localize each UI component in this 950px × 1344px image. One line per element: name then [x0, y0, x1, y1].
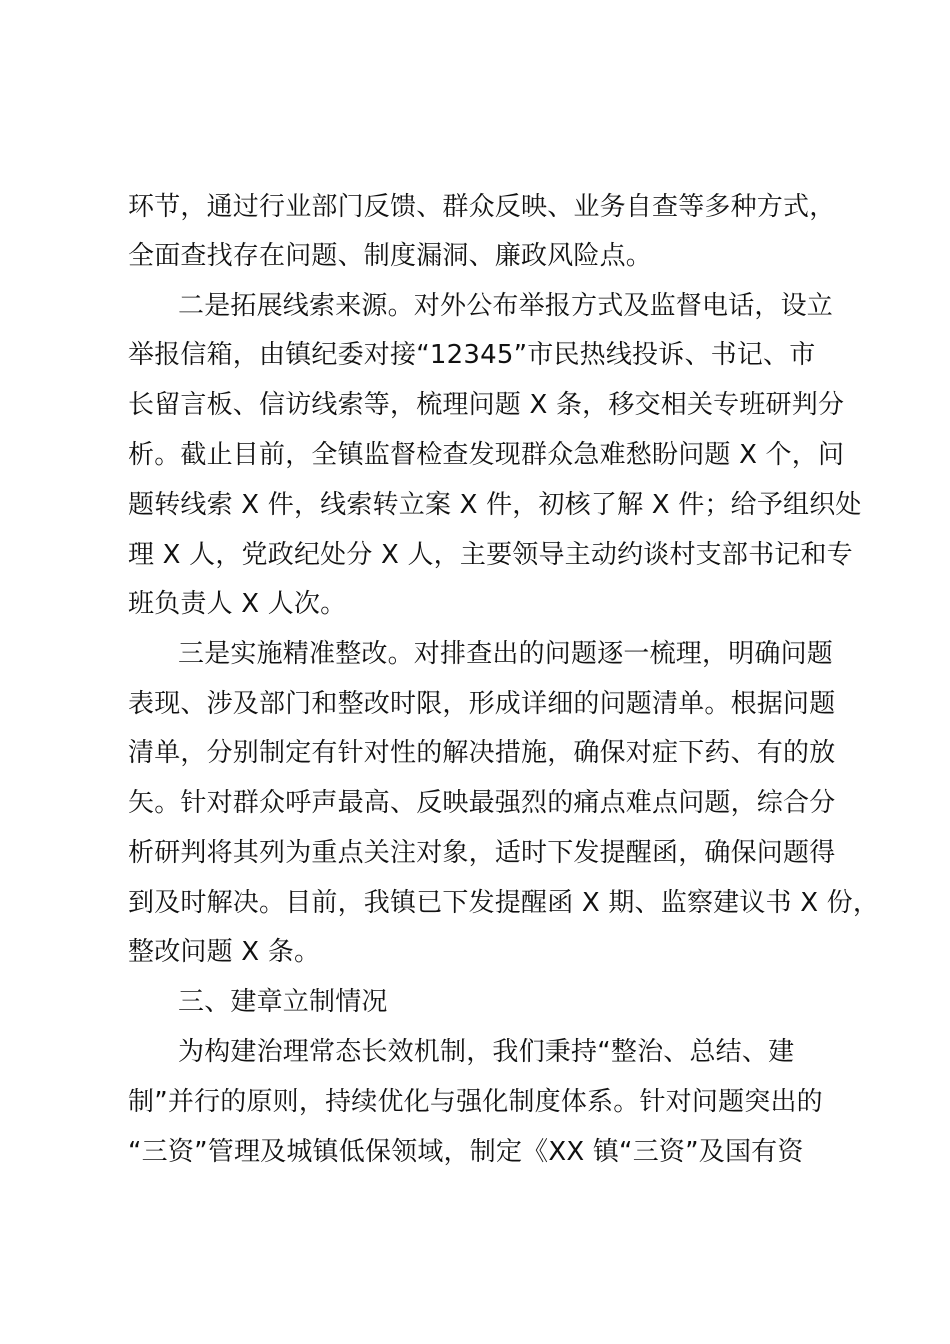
text-line: 制”并行的原则，持续优化与强化制度体系。针对问题突出的	[128, 1087, 823, 1117]
text-line: 举报信箱，由镇纪委对接“12345”市民热线投诉、书记、市	[128, 340, 816, 370]
paragraph-start-line: 二是拓展线索来源。对外公布举报方式及监督电话，设立	[178, 291, 834, 321]
text-line: 班负责人 X 人次。	[128, 589, 347, 619]
text-line: 题转线索 X 件，线索转立案 X 件，初核了解 X 件；给予组织处	[128, 490, 862, 520]
text-line: “三资”管理及城镇低保领域，制定《XX 镇“三资”及国有资	[128, 1137, 804, 1167]
text-line: 长留言板、信访线索等，梳理问题 X 条，移交相关专班研判分	[128, 390, 845, 420]
text-line: 析研判将其列为重点关注对象，适时下发提醒函，确保问题得	[128, 838, 836, 868]
text-line: 清单，分别制定有针对性的解决措施，确保对症下药、有的放	[128, 738, 836, 768]
section-heading: 三、建章立制情况	[178, 987, 388, 1017]
text-line: 全面查找存在问题、制度漏洞、廉政风险点。	[128, 241, 653, 271]
paragraph-start-line: 为构建治理常态长效机制，我们秉持“整治、总结、建	[178, 1037, 795, 1067]
text-line: 到及时解决。目前，我镇已下发提醒函 X 期、监察建议书 X 份，	[128, 888, 880, 918]
text-line: 析。截止目前，全镇监督检查发现群众急难愁盼问题 X 个，问	[128, 440, 845, 470]
text-line: 表现、涉及部门和整改时限，形成详细的问题清单。根据问题	[128, 689, 836, 719]
text-line: 环节，通过行业部门反馈、群众反映、业务自查等多种方式，	[128, 192, 836, 222]
text-line: 矢。针对群众呼声最高、反映最强烈的痛点难点问题，综合分	[128, 788, 836, 818]
text-line: 整改问题 X 条。	[128, 937, 321, 967]
paragraph-start-line: 三是实施精准整改。对排查出的问题逐一梳理，明确问题	[178, 639, 834, 669]
text-line: 理 X 人，党政纪处分 X 人，主要领导主动约谈村支部书记和专	[128, 540, 853, 570]
